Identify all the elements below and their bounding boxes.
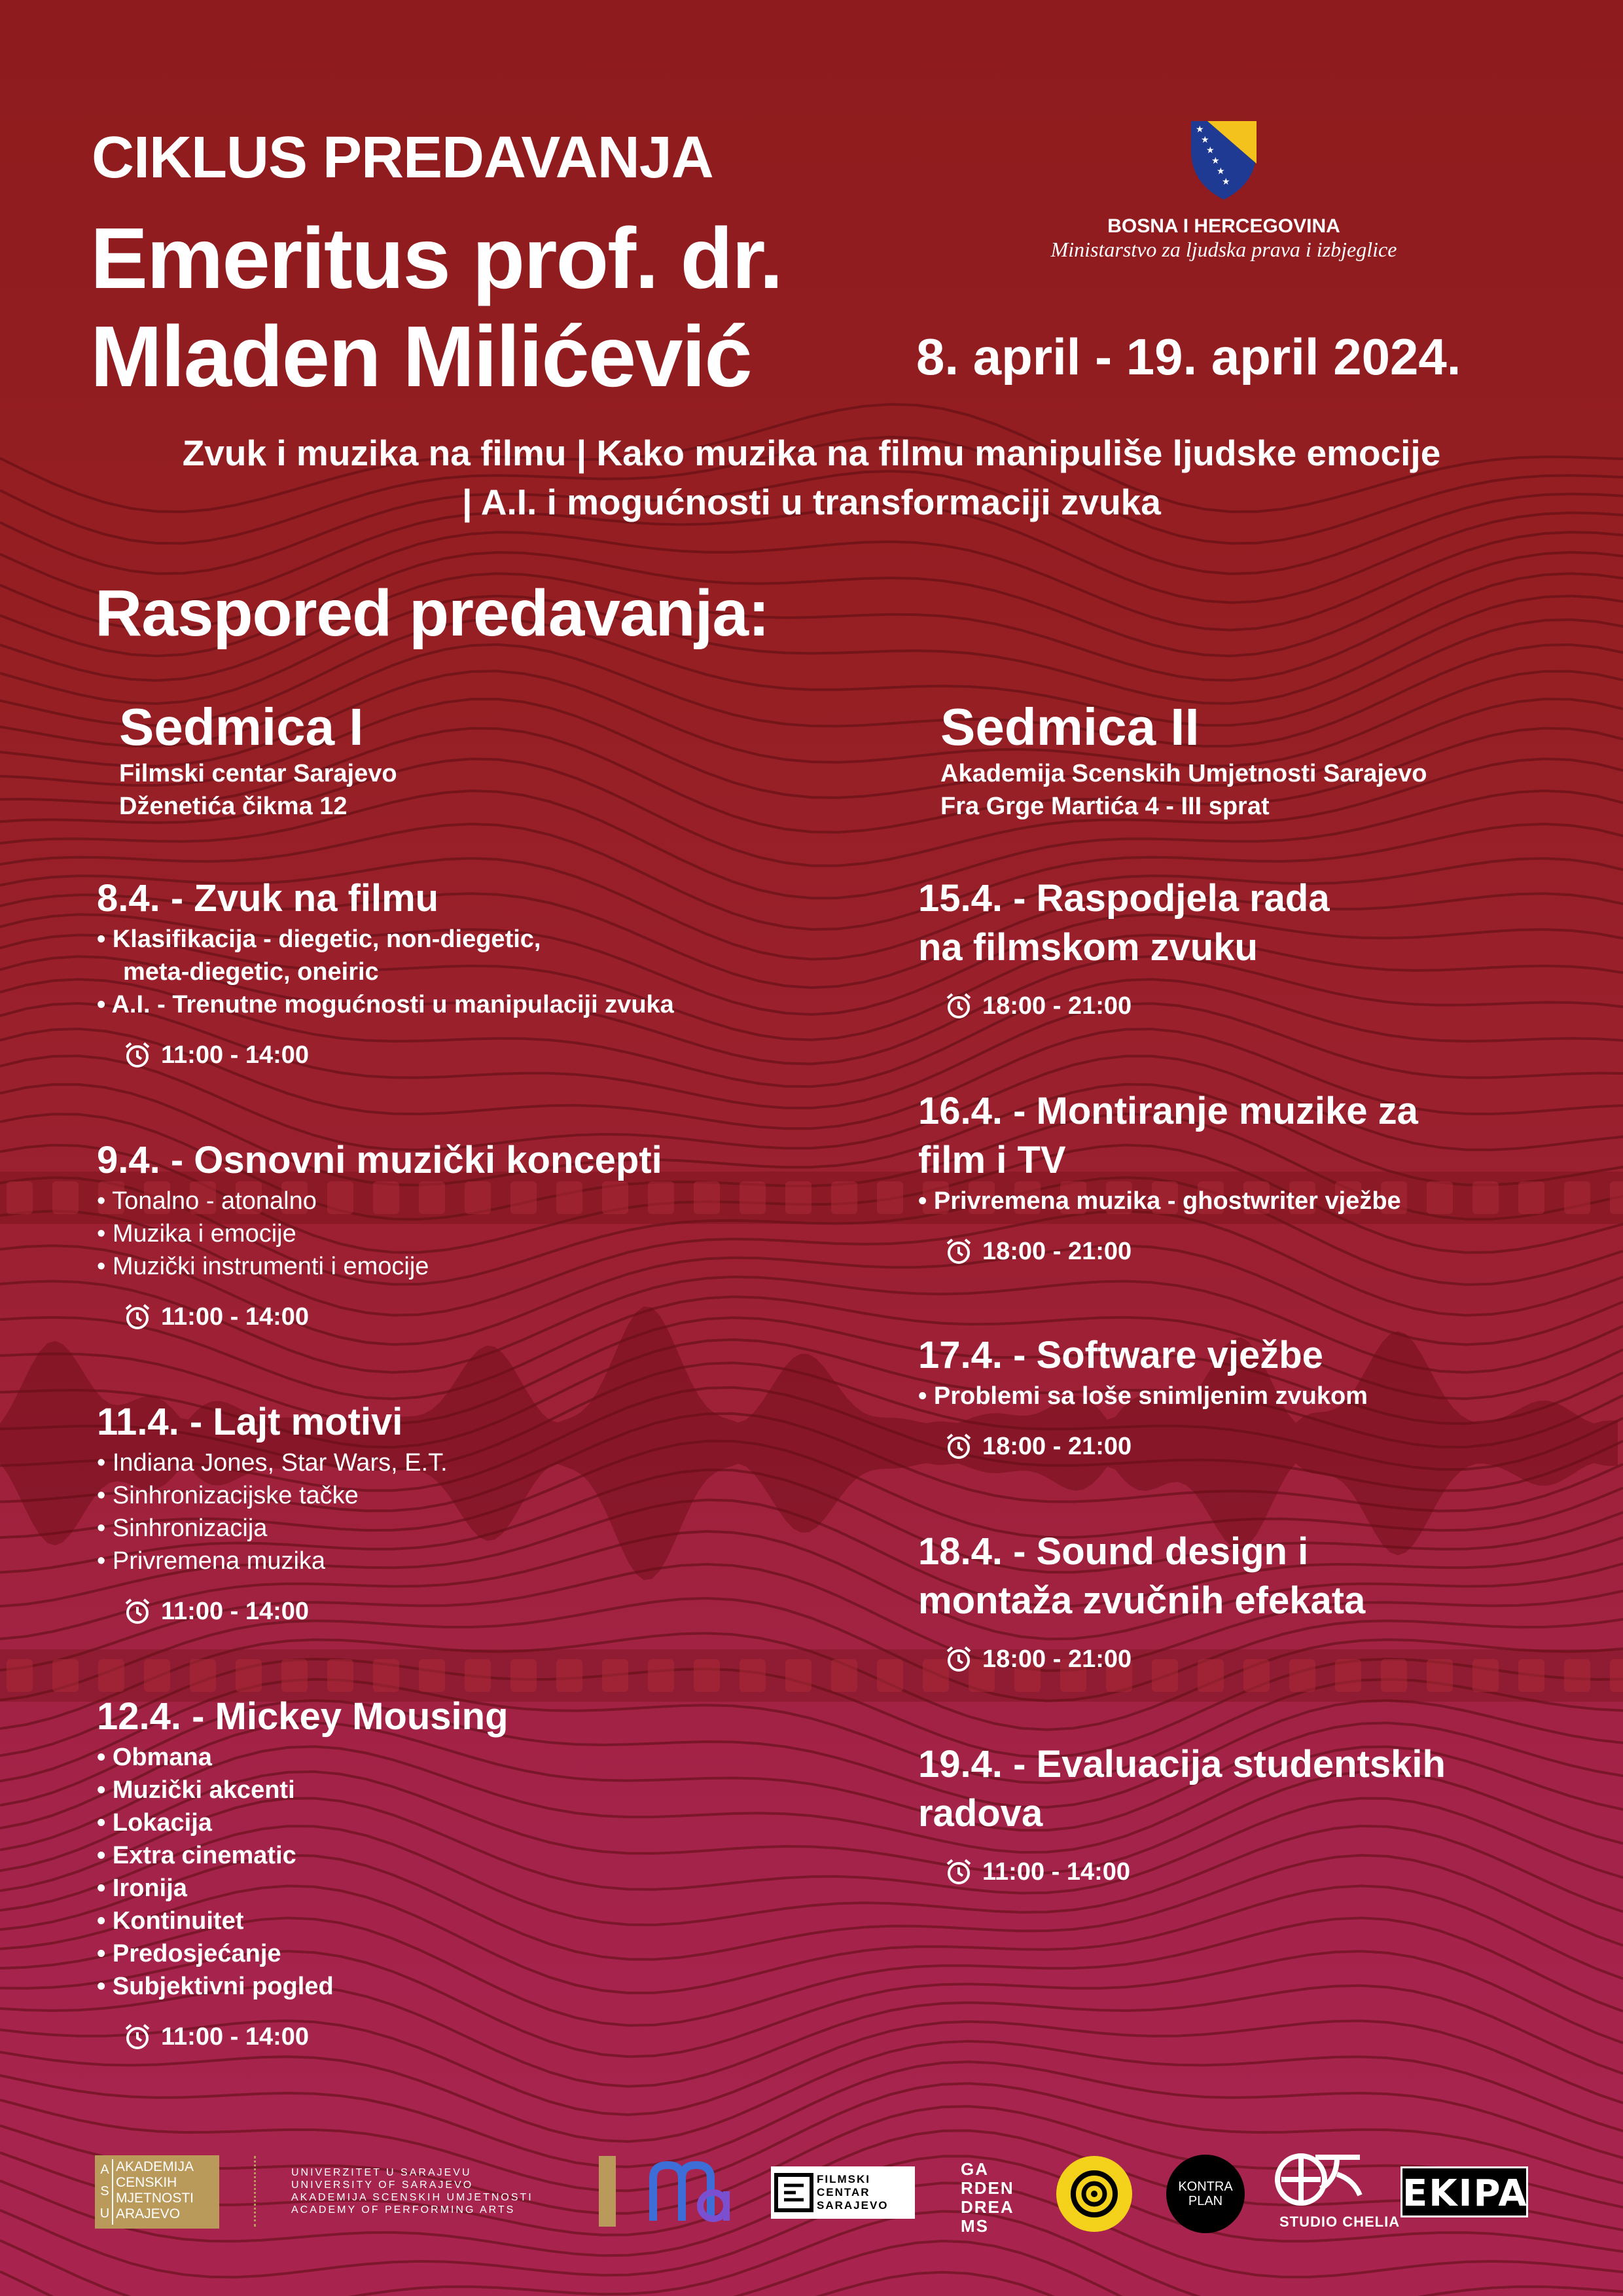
speaker-logo-icon — [1055, 2155, 1133, 2233]
week2-header — [940, 697, 1427, 823]
lecture-item: meta-diegetic, oneiric — [123, 958, 379, 986]
lecture-time: 18:00 - 21:00 — [944, 992, 1330, 1020]
week2-address: Fra Grge Martića 4 - III sprat — [940, 793, 1270, 820]
sprocket-hole — [740, 1181, 766, 1214]
sprocket-hole — [694, 1181, 720, 1214]
alarm-clock-icon — [123, 2022, 152, 2051]
lecture-time: 11:00 - 14:00 — [123, 2022, 508, 2051]
lecture-item: • Privremena muzika — [97, 1547, 326, 1575]
lecture-item: • Muzički akcenti — [97, 1776, 295, 1804]
lecture-time: 18:00 - 21:00 — [944, 1645, 1365, 1674]
lecture-time: 11:00 - 14:00 — [123, 1597, 448, 1626]
lecture-item: • Problemi sa loše snimljenim zvukom — [918, 1382, 1368, 1410]
lecture-time: 18:00 - 21:00 — [944, 1237, 1418, 1266]
alarm-clock-icon — [123, 1597, 152, 1626]
sprocket-hole — [281, 1659, 308, 1692]
sprocket-hole — [556, 1659, 582, 1692]
sprocket-hole — [327, 1659, 353, 1692]
lecture-item: • Lokacija — [97, 1809, 212, 1837]
lecture-item: • Indiana Jones, Star Wars, E.T. — [97, 1449, 448, 1477]
lecture-item: • Subjektivni pogled — [97, 1973, 334, 2000]
sprocket-hole — [419, 1659, 445, 1692]
lecture-time: 18:00 - 21:00 — [944, 1432, 1368, 1461]
sprocket-hole — [1427, 1181, 1453, 1214]
week2-title: Sedmica II — [940, 698, 1200, 756]
lecture-12-4: 12.4. - Mickey Mousing • Obmana • Muzički akcenti • Lokacija • Extra cinematic • Ironija • Kontinuitet • Predosjećanje • Subjektivni pogled 11:00 - 14:00 — [97, 1695, 508, 2051]
ministry-block — [975, 118, 1472, 262]
bih-coat-of-arms-icon — [1188, 118, 1260, 203]
sprocket-hole — [1427, 1659, 1453, 1692]
lecture-item: • Privremena muzika - ghostwriter vježbe — [918, 1187, 1401, 1215]
film-frame-icon — [771, 2170, 817, 2215]
lecture-item: • Klasifikacija - diegetic, non-diegetic, — [97, 925, 541, 953]
studio-chelia-icon — [1275, 2148, 1370, 2210]
sprocket-hole — [877, 1659, 903, 1692]
lecture-item: • Ironija — [97, 1874, 187, 1902]
lecture-19-4: 19.4. - Evaluacija studentskih radova 11:00 - 14:00 — [918, 1743, 1446, 1886]
ministry-name: Ministarstvo za ljudska prava i izbjeglice — [1050, 238, 1397, 261]
sprocket-hole — [740, 1659, 766, 1692]
alarm-clock-icon — [944, 1237, 973, 1266]
lecture-item: • Sinhronizacija — [97, 1515, 268, 1542]
svg-text:★: ★ — [1206, 145, 1215, 155]
sprocket-hole — [1472, 1659, 1499, 1692]
alarm-clock-icon — [944, 992, 973, 1020]
country-name: BOSNA I HERCEGOVINA — [1107, 215, 1340, 237]
sprocket-hole — [1518, 1181, 1544, 1214]
svg-text:★: ★ — [1201, 134, 1209, 145]
lecture-time: 11:00 - 14:00 — [123, 1041, 674, 1069]
sprocket-hole — [52, 1659, 79, 1692]
sprocket-hole — [831, 1659, 857, 1692]
gold-bar — [599, 2156, 616, 2227]
alarm-clock-icon — [944, 1432, 973, 1461]
week1-title: Sedmica I — [119, 698, 364, 756]
lecture-item: • Extra cinematic — [97, 1842, 296, 1869]
sprocket-hole — [510, 1659, 537, 1692]
sprocket-hole — [877, 1181, 903, 1214]
sprocket-hole — [1518, 1659, 1544, 1692]
sprocket-hole — [1610, 1659, 1623, 1692]
sprocket-hole — [236, 1659, 262, 1692]
sprocket-hole — [785, 1659, 812, 1692]
lecture-item: • Predosjećanje — [97, 1940, 281, 1967]
event-dates: 8. april - 19. april 2024. — [916, 328, 1461, 386]
sprocket-hole — [694, 1659, 720, 1692]
studio-chelia-label: STUDIO CHELIA — [1279, 2214, 1400, 2230]
sprocket-hole — [1564, 1659, 1590, 1692]
kontraplan-logo: KONTRA PLAN — [1166, 2155, 1245, 2233]
week1-venue: Filmski centar Sarajevo — [119, 760, 397, 787]
lecture-17-4: 17.4. - Software vježbe • Problemi sa loše snimljenim zvukom 18:00 - 21:00 — [918, 1334, 1368, 1460]
svg-text:★: ★ — [1211, 155, 1220, 166]
sprocket-hole — [373, 1659, 399, 1692]
sprocket-hole — [465, 1659, 491, 1692]
lecture-item: • Kontinuitet — [97, 1907, 244, 1935]
lecture-11-4: 11.4. - Lajt motivi • Indiana Jones, Star Wars, E.T. • Sinhronizacijske tačke • Sinhronizacija • Privremena muzika 11:00 - 14:00 — [97, 1401, 448, 1625]
sprocket-hole — [1472, 1181, 1499, 1214]
sprocket-hole — [602, 1659, 628, 1692]
alarm-clock-icon — [123, 1041, 152, 1069]
lecture-18-4: 18.4. - Sound design i montaža zvučnih efekata 18:00 - 21:00 — [918, 1530, 1366, 1673]
lecture-item: • Muzika i emocije — [97, 1220, 296, 1247]
sprocket-hole — [7, 1181, 33, 1214]
week1-address: Dženetića čikma 12 — [119, 793, 348, 820]
svg-text:★: ★ — [1196, 124, 1204, 134]
series-title: CIKLUS PREDAVANJA — [92, 125, 713, 190]
university-logo: UNIVERZITET U SARAJEVU UNIVERSITY OF SARAJEVO AKADEMIJA SCENSKIH UMJETNOSTI ACADEMY OF PERFORMING ARTS — [291, 2167, 533, 2215]
ma-logo-icon — [648, 2159, 733, 2224]
svg-text:★: ★ — [1217, 166, 1225, 176]
asu-logo: A S U AKADEMIJA CENSKIH MJETNOSTI ARAJEVO — [95, 2155, 219, 2229]
topics: Zvuk i muzika na filmu | Kako muzika na filmu manipuliše ljudske emocije | A.I. i mogućnosti u transformaciji zvuka — [182, 433, 1441, 522]
sprocket-hole — [1381, 1659, 1407, 1692]
filmski-centar-logo: FILMSKI CENTAR SARAJEVO — [771, 2166, 915, 2219]
sprocket-hole — [1564, 1181, 1590, 1214]
alarm-clock-icon — [944, 1645, 973, 1674]
sprocket-hole — [144, 1659, 170, 1692]
svg-text:★: ★ — [1222, 176, 1230, 187]
alarm-clock-icon — [944, 1857, 973, 1886]
sponsor-logos — [0, 2147, 1623, 2245]
garden-dreams-logo: GA RDEN DREA MS — [961, 2159, 1014, 2236]
sprocket-hole — [648, 1659, 674, 1692]
lecture-time: 11:00 - 14:00 — [944, 1857, 1446, 1886]
lecture-item: • Muzički instrumenti i emocije — [97, 1253, 429, 1280]
lecture-time: 11:00 - 14:00 — [123, 1302, 662, 1331]
divider — [254, 2156, 256, 2227]
sprocket-hole — [98, 1659, 124, 1692]
lecturer-name: Emeritus prof. dr. Mladen Milićević — [90, 210, 782, 404]
sprocket-hole — [7, 1659, 33, 1692]
week1-header — [119, 697, 397, 823]
week2-venue: Akademija Scenskih Umjetnosti Sarajevo — [940, 760, 1427, 787]
lecture-item: • A.I. - Trenutne mogućnosti u manipulaciji zvuka — [97, 991, 674, 1018]
lecture-item: • Obmana — [97, 1744, 212, 1771]
sprocket-hole — [1610, 1181, 1623, 1214]
sprocket-hole — [190, 1659, 216, 1692]
sprocket-hole — [52, 1181, 79, 1214]
lecture-item: • Sinhronizacijske tačke — [97, 1482, 359, 1509]
lecture-item: • Tonalno - atonalno — [97, 1187, 317, 1215]
wave-line — [0, 2241, 1623, 2296]
lecture-15-4: 15.4. - Raspodjela rada na filmskom zvuku 18:00 - 21:00 — [918, 877, 1330, 1020]
lecture-8-4: 8.4. - Zvuk na filmu • Klasifikacija - diegetic, non-diegetic, meta-diegetic, oneiric • A.I. - Trenutne mogućnosti u manipulaciji zvuka 11:00 - 14:00 — [97, 877, 674, 1069]
lecture-9-4: 9.4. - Osnovni muzički koncepti • Tonalno - atonalno • Muzika i emocije • Muzički instrumenti i emocije 11:00 - 14:00 — [97, 1139, 662, 1331]
sprocket-hole — [785, 1181, 812, 1214]
alarm-clock-icon — [123, 1302, 152, 1331]
ekipa-logo: EKIPA — [1400, 2166, 1528, 2217]
sprocket-hole — [831, 1181, 857, 1214]
schedule-heading: Raspored predavanja: — [95, 577, 770, 650]
lecture-16-4: 16.4. - Montiranje muzike za film i TV • Privremena muzika - ghostwriter vježbe 18:00 - 21:00 — [918, 1090, 1418, 1265]
